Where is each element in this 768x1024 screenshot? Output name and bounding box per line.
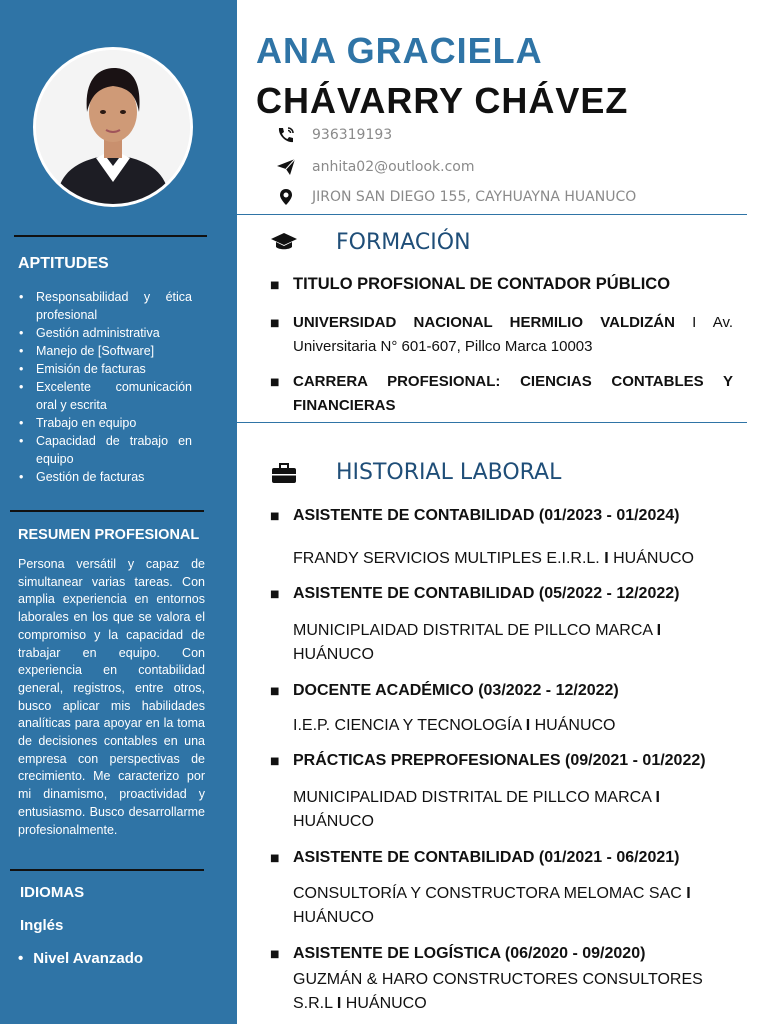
bullet-icon: ■ [270, 589, 280, 600]
job-place: MUNICIPALIDAD DISTRITAL DE PILLCO MARCA I HUÁNUCO [293, 789, 660, 830]
job-place: GUZMÁN & HARO CONSTRUCTORES CONSULTORES S.R.L I HUÁNUCO [293, 971, 703, 1012]
briefcase-icon [270, 462, 298, 486]
last-names: CHÁVARRY CHÁVEZ [256, 80, 629, 121]
education-label: UNIVERSIDAD NACIONAL HERMILIO VALDIZÁN [293, 314, 675, 331]
job-place: FRANDY SERVICIOS MULTIPLES E.I.R.L. I HUÁNUCO [293, 550, 694, 567]
skills-title: APTITUDES [18, 255, 109, 272]
job-title: DOCENTE ACADÉMICO (03/2022 - 12/2022) [293, 682, 619, 699]
languages-title: IDIOMAS [20, 884, 85, 901]
bullet-icon: ■ [270, 853, 280, 864]
list-item: • Capacidad de trabajo en equipo [18, 432, 192, 468]
sidebar-divider [10, 510, 204, 512]
address-text: JIRON SAN DIEGO 155, CAYHUAYNA HUANUCO [312, 189, 637, 205]
list-item: • Emisión de facturas [18, 360, 192, 378]
skills-list [18, 288, 192, 486]
language-level [18, 950, 143, 967]
bullet-icon: ■ [270, 280, 280, 291]
graduation-cap-icon [270, 230, 298, 254]
phone-text: 936319193 [312, 127, 393, 143]
bullet-icon: ■ [270, 377, 280, 388]
job-title: ASISTENTE DE CONTABILIDAD (01/2023 - 01/2024) [293, 507, 680, 524]
list-item: • Responsabilidad y ética profesional [18, 288, 192, 324]
list-item: • Gestión administrativa [18, 324, 192, 342]
sidebar-divider [14, 235, 207, 237]
work-title: HISTORIAL LABORAL [336, 460, 562, 485]
job-title: ASISTENTE DE LOGÍSTICA (06/2020 - 09/2020) [293, 945, 646, 962]
education-title: FORMACIÓN [336, 230, 471, 255]
education-detail: I Av. Universitaria N° 601-607, Pillco Marca 10003 [293, 314, 734, 355]
location-pin-icon [276, 188, 296, 206]
contact-address [276, 188, 636, 206]
bullet-icon: ■ [270, 686, 280, 697]
job-place: MUNICIPLAIDAD DISTRITAL DE PILLCO MARCA I HUÁNUCO [293, 622, 662, 663]
job-place: CONSULTORÍA Y CONSTRUCTORA MELOMAC SAC I HUÁNUCO [293, 885, 691, 926]
bullet-icon: ■ [270, 318, 280, 329]
profile-photo [33, 47, 193, 207]
list-item: • Trabajo en equipo [18, 414, 192, 432]
bullet-icon: • [18, 950, 24, 967]
job-title: PRÁCTICAS PREPROFESIONALES (09/2021 - 01/2022) [293, 752, 706, 769]
language-level-text: Nivel Avanzado [33, 950, 144, 967]
summary-text: Persona versátil y capaz de simultanear varias tareas. Con amplia experiencia en entornos laborales en los que se valora el compromiso y la capacidad de trabajar en equipo. Con experiencia en contabilidad general, registros, entre otros, busco aplicar mis habilidades analíticas para apoyar en la toma de decisiones contables en una empresa con perspectivas de crecimiento. Me caracterizo por mi dinamismo, proactividad y entusiasmo. Busco desarrollarme profesionalmente. [18, 557, 205, 837]
bullet-icon: ■ [270, 511, 280, 522]
contact-phone [276, 126, 392, 144]
job-place: I.E.P. CIENCIA Y TECNOLOGÍA I HUÁNUCO [293, 717, 616, 734]
list-item: • Manejo de [Software] [18, 342, 192, 360]
email-text: anhita02@outlook.com [312, 159, 475, 175]
education-item [293, 311, 733, 359]
phone-icon [276, 126, 296, 144]
sidebar-divider [10, 869, 204, 871]
bullet-icon: ■ [270, 949, 280, 960]
list-item: • Gestión de facturas [18, 468, 192, 486]
section-divider [237, 422, 747, 423]
education-label: CARRERA PROFESIONAL: CIENCIAS CONTABLES Y FINANCIERAS [293, 373, 733, 414]
list-item: • Excelente comunicación oral y escrita [18, 378, 192, 414]
summary-title: RESUMEN PROFESIONAL [18, 527, 200, 543]
education-label: TITULO PROFSIONAL DE CONTADOR PÚBLICO [293, 275, 671, 293]
sidebar [0, 0, 237, 1024]
contact-email [276, 158, 475, 176]
header-divider [237, 214, 747, 215]
bullet-icon: ■ [270, 756, 280, 767]
first-names: ANA GRACIELA [256, 30, 543, 71]
job-title: ASISTENTE DE CONTABILIDAD (05/2022 - 12/2022) [293, 585, 680, 602]
language-name: Inglés [20, 917, 64, 934]
job-title: ASISTENTE DE CONTABILIDAD (01/2021 - 06/2021) [293, 849, 680, 866]
send-icon [276, 158, 296, 176]
education-item [293, 272, 733, 296]
education-item [293, 370, 733, 418]
